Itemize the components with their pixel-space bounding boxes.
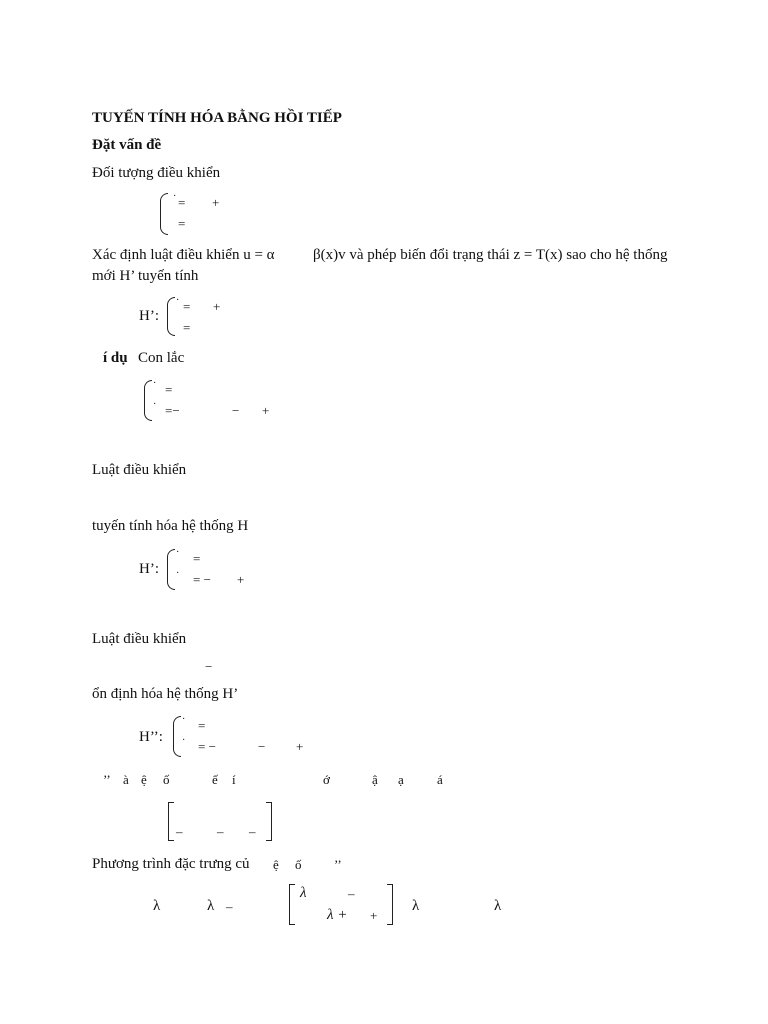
section-heading: Đặt vấn đề — [92, 137, 162, 153]
right-bracket — [387, 884, 393, 925]
lambda-symbol: λ — [153, 898, 161, 914]
fragment: í — [232, 772, 236, 787]
eq-sign: = — [178, 216, 186, 231]
fragment: ’’ — [334, 857, 342, 872]
system-label: H’’: — [139, 729, 163, 745]
minus-sign: – — [249, 824, 256, 839]
problem-text: mới H’ tuyến tính — [92, 268, 199, 284]
stabilize-text: ổn định hóa hệ thống H’ — [92, 686, 239, 702]
eq-sign: = — [178, 195, 186, 210]
fragment: á — [437, 772, 443, 787]
eq-sign: = − — [193, 572, 211, 587]
eq-sign: = — [183, 299, 191, 314]
fragment: ’’ — [103, 772, 111, 787]
plus-sign: + — [213, 299, 221, 314]
minus-sign: – — [348, 886, 355, 901]
eq-sign: = — [183, 320, 191, 335]
lambda-symbol: λ — [300, 885, 307, 901]
plus-sign: + — [262, 403, 270, 418]
page-title: TUYẾN TÍNH HÓA BẰNG HỒI TIẾP — [92, 110, 342, 126]
left-bracket — [289, 884, 295, 925]
dot-mark: · — [173, 191, 177, 202]
linearize-text: tuyến tính hóa hệ thống H — [92, 518, 249, 534]
system-label: H’: — [139, 308, 159, 324]
minus-sign: – — [217, 824, 224, 839]
fragment: ệ — [141, 772, 147, 787]
example-label: í dụ — [103, 350, 128, 366]
plus-sign: + — [370, 908, 378, 923]
fragment: ệ — [273, 857, 279, 872]
lambda-plus: λ + — [327, 907, 348, 923]
dot-mark: · — [176, 547, 180, 558]
minus-sign: − — [258, 739, 266, 754]
eq-sign: = — [165, 382, 173, 397]
eq-sign: = − — [198, 739, 216, 754]
char-eq-text: Phương trình đặc trưng củ — [92, 856, 250, 872]
problem-text: β(x)v và phép biến đổi trạng thái z = T(x) sao cho hệ thống — [313, 247, 668, 263]
left-brace — [167, 297, 175, 336]
object-label: Đối tượng điều khiển — [92, 165, 221, 181]
fragment: ế — [212, 772, 218, 787]
eq-sign: = — [198, 718, 206, 733]
left-brace — [144, 380, 152, 421]
dot-mark: · — [176, 295, 180, 306]
plus-sign: + — [296, 739, 304, 754]
minus-sign: − — [205, 659, 213, 674]
dot-mark: · — [153, 378, 157, 389]
dot-mark: · — [153, 399, 157, 410]
fragment: ố — [295, 857, 302, 872]
plus-sign: + — [212, 195, 220, 210]
dot-mark: · — [182, 735, 186, 746]
dot-mark: · — [182, 714, 186, 725]
plus-sign: + — [237, 572, 245, 587]
lambda-symbol: λ — [207, 898, 215, 914]
minus-sign: − — [232, 403, 240, 418]
minus-sign: – — [176, 824, 183, 839]
eq-sign: =− — [165, 403, 180, 418]
problem-text: Xác định luật điều khiển u = α — [92, 247, 275, 263]
system-label: H’: — [139, 561, 159, 577]
control-law-label: Luật điều khiển — [92, 462, 187, 478]
left-brace — [167, 549, 175, 590]
lambda-symbol: λ — [494, 898, 502, 914]
example-text: Con lắc — [138, 350, 185, 366]
eq-sign: = — [193, 551, 201, 566]
control-law-label: Luật điều khiển — [92, 631, 187, 647]
left-brace — [160, 193, 168, 235]
dot-mark: · — [176, 568, 180, 579]
right-bracket — [266, 802, 272, 841]
fragment: ậ — [372, 772, 378, 787]
left-bracket — [168, 802, 174, 841]
left-brace — [173, 716, 181, 757]
lambda-symbol: λ — [412, 898, 420, 914]
fragment: ớ — [323, 772, 330, 787]
fragment: ạ — [398, 772, 404, 787]
minus-sign: – — [226, 899, 233, 914]
fragment: à — [123, 772, 129, 787]
fragment: ố — [163, 772, 170, 787]
